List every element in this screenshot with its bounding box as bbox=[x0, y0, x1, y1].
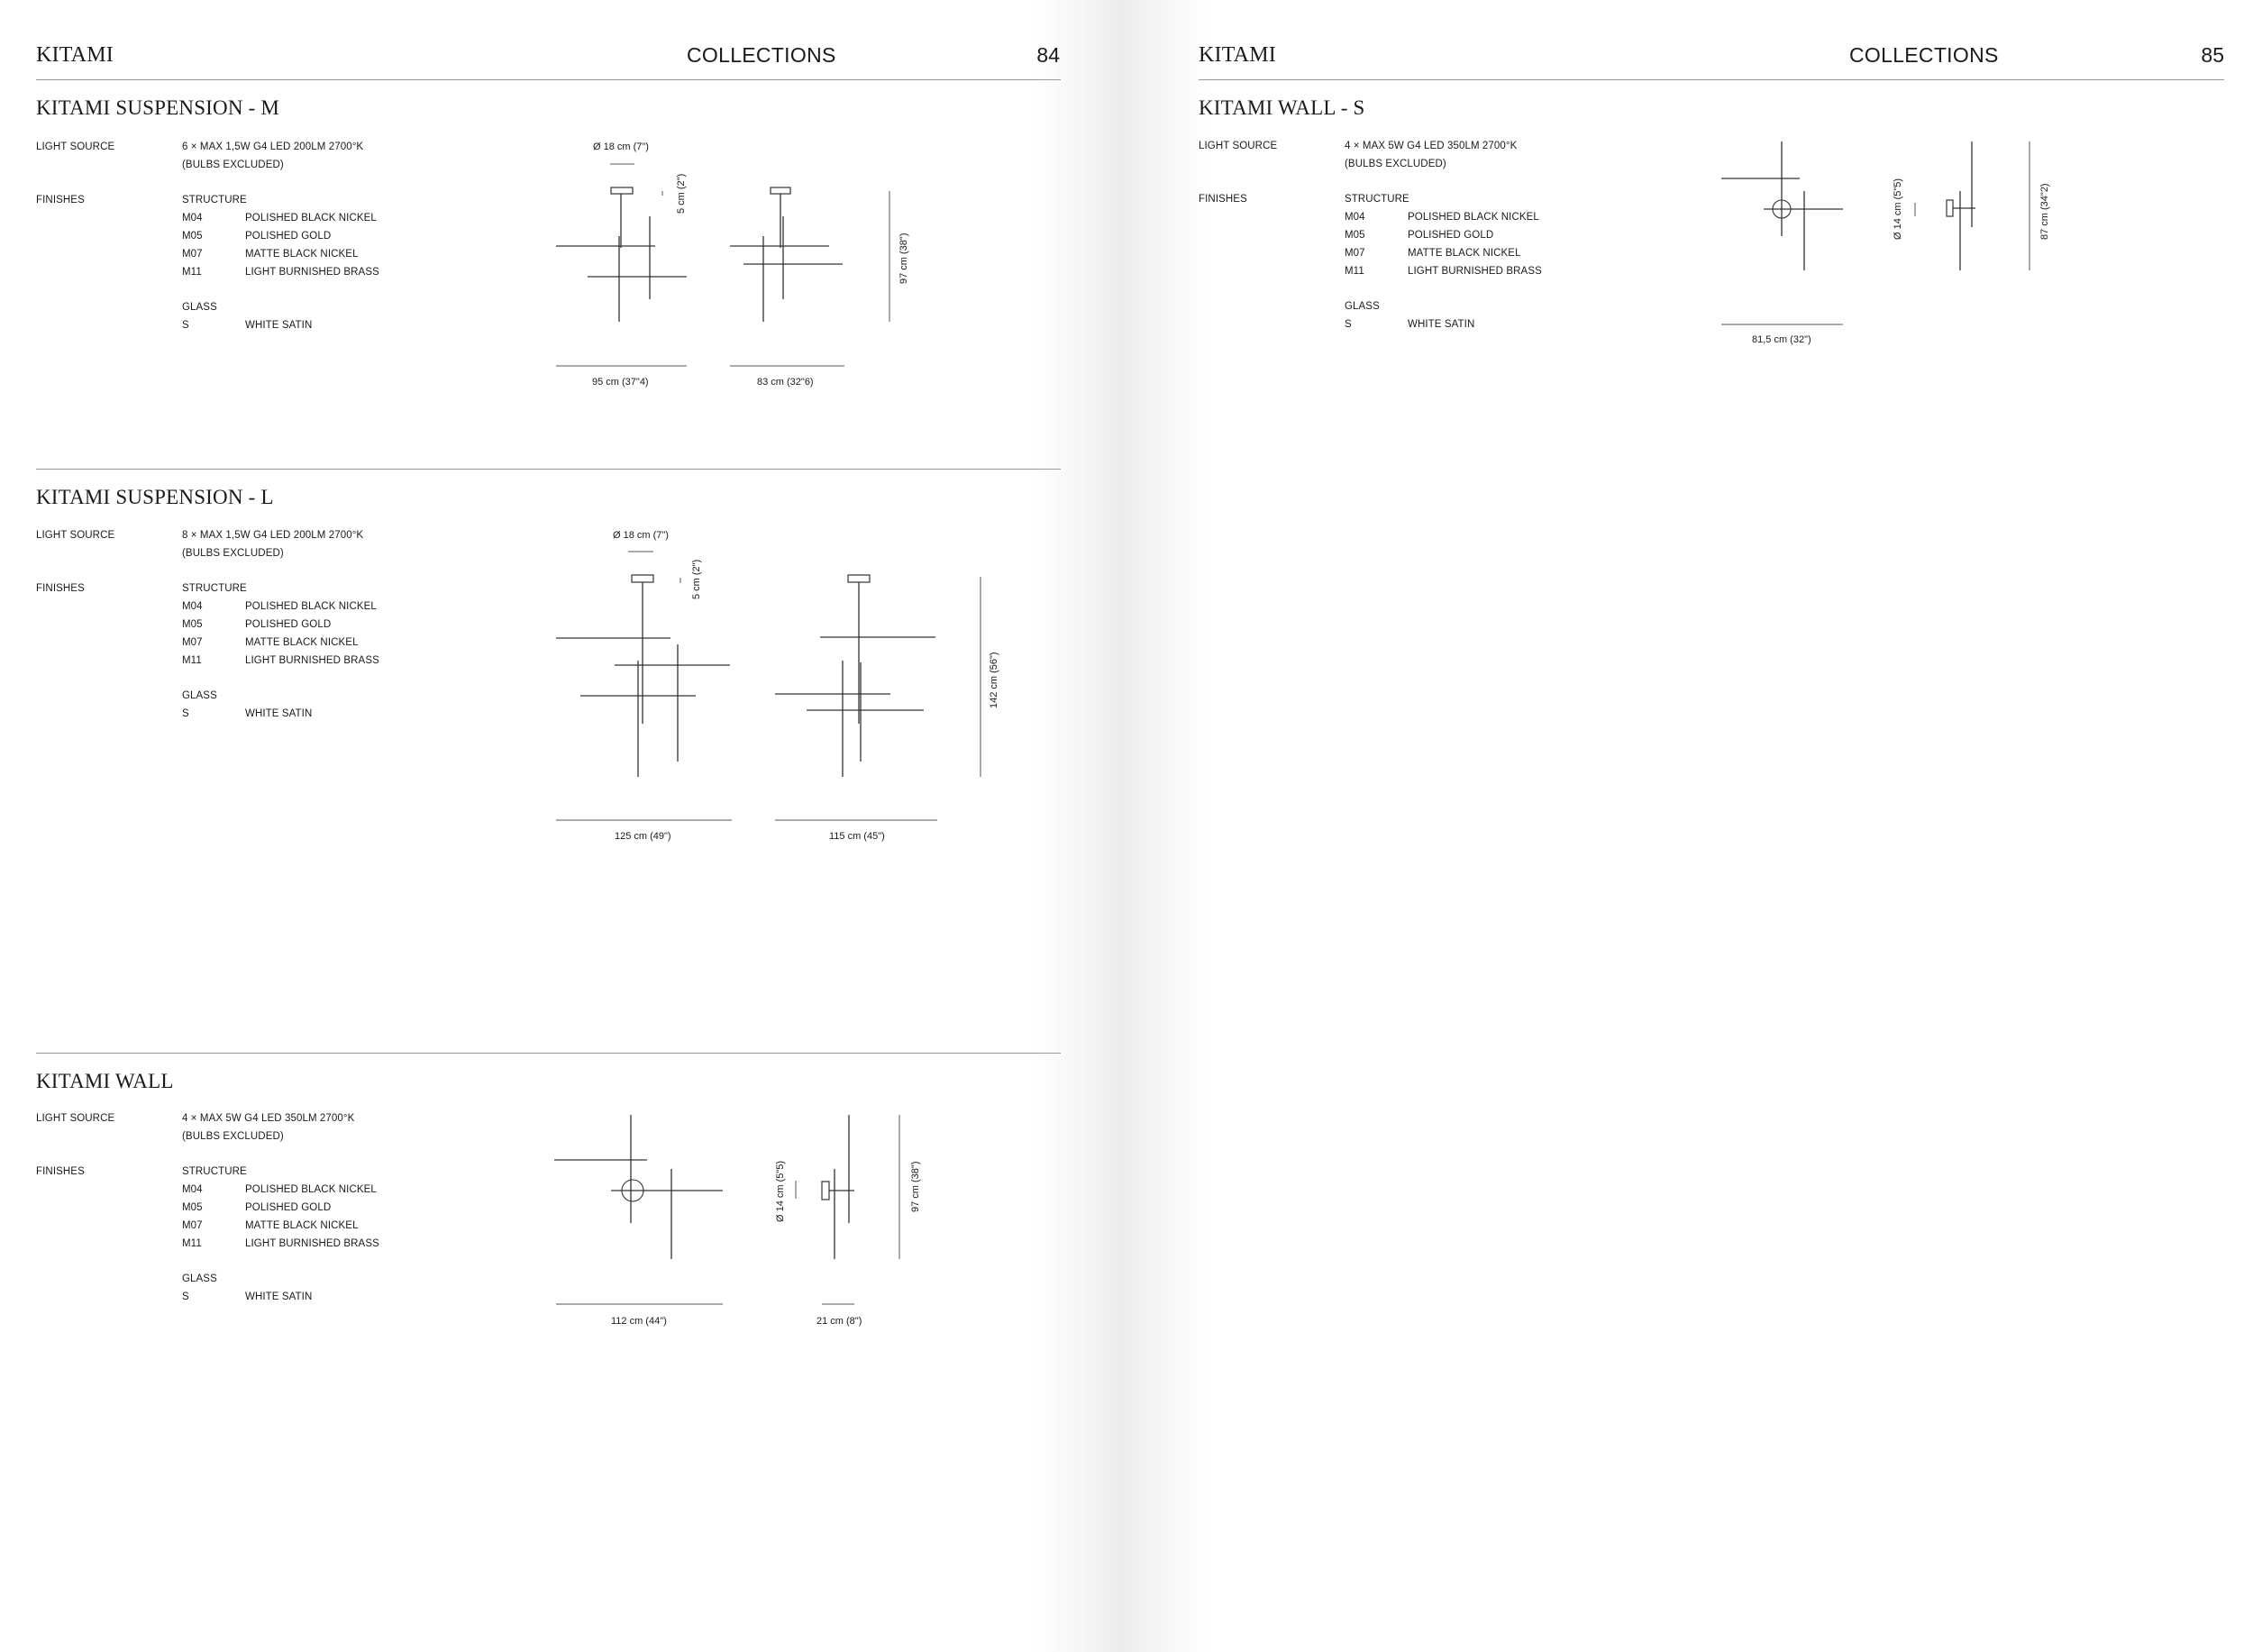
light-source-spec: 8 × MAX 1,5W G4 LED 200LM 2700°K bbox=[182, 530, 364, 541]
overall-height: 87 cm (34"2) bbox=[2039, 183, 2050, 240]
finish-code: M04 bbox=[182, 601, 203, 612]
light-source-spec: 4 × MAX 5W G4 LED 350LM 2700°K bbox=[1345, 141, 1518, 151]
collection-label: COLLECTIONS bbox=[687, 43, 836, 67]
finish-code: M07 bbox=[182, 1220, 203, 1231]
glass-label: GLASS bbox=[182, 690, 217, 701]
finish-name: POLISHED BLACK NICKEL bbox=[245, 1184, 377, 1195]
light-source-label: LIGHT SOURCE bbox=[36, 141, 115, 152]
finish-name: LIGHT BURNISHED BRASS bbox=[1408, 266, 1542, 277]
width-side: 83 cm (32"6) bbox=[757, 377, 814, 388]
glass-name: WHITE SATIN bbox=[245, 708, 313, 719]
light-source-spec: 4 × MAX 5W G4 LED 350LM 2700°K bbox=[182, 1113, 355, 1124]
finish-code: M04 bbox=[182, 213, 203, 224]
finish-code: M11 bbox=[1345, 266, 1364, 277]
page-number: 85 bbox=[2201, 43, 2224, 67]
canopy-height: 5 cm (2") bbox=[691, 559, 702, 599]
page-number: 84 bbox=[1036, 43, 1060, 67]
structure-label: STRUCTURE bbox=[1345, 194, 1409, 205]
glass-label: GLASS bbox=[182, 302, 217, 313]
finishes-label: FINISHES bbox=[1199, 194, 1247, 205]
light-source-note: (BULBS EXCLUDED) bbox=[1345, 159, 1446, 169]
finish-name: MATTE BLACK NICKEL bbox=[245, 249, 359, 260]
finish-name: POLISHED GOLD bbox=[245, 231, 332, 242]
finish-code: M05 bbox=[182, 231, 203, 242]
finish-code: M04 bbox=[182, 1184, 203, 1195]
overall-height: 142 cm (56") bbox=[989, 652, 999, 708]
finish-name: LIGHT BURNISHED BRASS bbox=[245, 1238, 379, 1249]
light-source-label: LIGHT SOURCE bbox=[36, 530, 115, 541]
wall-plate-diameter: Ø 14 cm (5"5) bbox=[1893, 178, 1903, 240]
depth: 21 cm (8") bbox=[816, 1316, 862, 1327]
finish-code: M05 bbox=[1345, 230, 1365, 241]
product-title: KITAMI SUSPENSION - L bbox=[36, 486, 274, 508]
light-source-note: (BULBS EXCLUDED) bbox=[182, 548, 284, 559]
width-front: 95 cm (37"4) bbox=[592, 377, 649, 388]
glass-name: WHITE SATIN bbox=[245, 1291, 313, 1302]
collection-label: COLLECTIONS bbox=[1849, 43, 1999, 67]
wall-s-drawing bbox=[1126, 0, 2253, 1652]
width-side: 115 cm (45") bbox=[829, 831, 885, 842]
finish-name: POLISHED BLACK NICKEL bbox=[245, 213, 377, 224]
canopy-height: 5 cm (2") bbox=[676, 173, 687, 214]
finish-name: POLISHED GOLD bbox=[1408, 230, 1494, 241]
finish-code: M11 bbox=[182, 267, 202, 278]
finish-code: M04 bbox=[1345, 212, 1365, 223]
wall-plate-diameter: Ø 14 cm (5"5) bbox=[775, 1160, 786, 1222]
canopy-diameter: Ø 18 cm (7") bbox=[593, 141, 649, 152]
glass-name: WHITE SATIN bbox=[1408, 319, 1475, 330]
finish-code: M11 bbox=[182, 655, 202, 666]
product-title: KITAMI SUSPENSION - M bbox=[36, 96, 280, 119]
finish-code: M11 bbox=[182, 1238, 202, 1249]
product-title: KITAMI WALL bbox=[36, 1070, 174, 1092]
finish-name: POLISHED BLACK NICKEL bbox=[1408, 212, 1539, 223]
structure-label: STRUCTURE bbox=[182, 583, 247, 594]
finish-code: M07 bbox=[182, 637, 203, 648]
finish-name: POLISHED GOLD bbox=[245, 1202, 332, 1213]
glass-code: S bbox=[182, 1291, 189, 1302]
catalog-page-left bbox=[0, 0, 1126, 1652]
brand-name: KITAMI bbox=[36, 43, 114, 67]
finish-name: LIGHT BURNISHED BRASS bbox=[245, 267, 379, 278]
light-source-spec: 6 × MAX 1,5W G4 LED 200LM 2700°K bbox=[182, 141, 364, 152]
width-front: 125 cm (49") bbox=[615, 831, 671, 842]
finishes-label: FINISHES bbox=[36, 583, 85, 594]
glass-label: GLASS bbox=[182, 1273, 217, 1284]
finish-code: M07 bbox=[1345, 248, 1365, 259]
finish-name: LIGHT BURNISHED BRASS bbox=[245, 655, 379, 666]
finish-name: POLISHED BLACK NICKEL bbox=[245, 601, 377, 612]
wall-drawing bbox=[0, 0, 1126, 1652]
finish-name: MATTE BLACK NICKEL bbox=[245, 637, 359, 648]
glass-code: S bbox=[182, 708, 189, 719]
width-front: 81,5 cm (32") bbox=[1752, 334, 1811, 345]
finish-name: MATTE BLACK NICKEL bbox=[245, 1220, 359, 1231]
finishes-label: FINISHES bbox=[36, 195, 85, 205]
canopy-diameter: Ø 18 cm (7") bbox=[613, 530, 669, 541]
glass-code: S bbox=[182, 320, 189, 331]
finish-code: M07 bbox=[182, 249, 203, 260]
finish-name: POLISHED GOLD bbox=[245, 619, 332, 630]
width-front: 112 cm (44") bbox=[611, 1316, 667, 1327]
product-title: KITAMI WALL - S bbox=[1199, 96, 1365, 119]
light-source-note: (BULBS EXCLUDED) bbox=[182, 1131, 284, 1142]
glass-name: WHITE SATIN bbox=[245, 320, 313, 331]
finish-name: MATTE BLACK NICKEL bbox=[1408, 248, 1521, 259]
structure-label: STRUCTURE bbox=[182, 1166, 247, 1177]
brand-name: KITAMI bbox=[1199, 43, 1276, 67]
overall-height: 97 cm (38") bbox=[898, 233, 909, 284]
light-source-label: LIGHT SOURCE bbox=[1199, 141, 1278, 151]
finish-code: M05 bbox=[182, 1202, 203, 1213]
overall-height: 97 cm (38") bbox=[910, 1161, 921, 1212]
finishes-label: FINISHES bbox=[36, 1166, 85, 1177]
light-source-label: LIGHT SOURCE bbox=[36, 1113, 115, 1124]
light-source-note: (BULBS EXCLUDED) bbox=[182, 160, 284, 170]
catalog-page-right bbox=[1126, 0, 2253, 1652]
glass-label: GLASS bbox=[1345, 301, 1380, 312]
structure-label: STRUCTURE bbox=[182, 195, 247, 205]
glass-code: S bbox=[1345, 319, 1352, 330]
finish-code: M05 bbox=[182, 619, 203, 630]
